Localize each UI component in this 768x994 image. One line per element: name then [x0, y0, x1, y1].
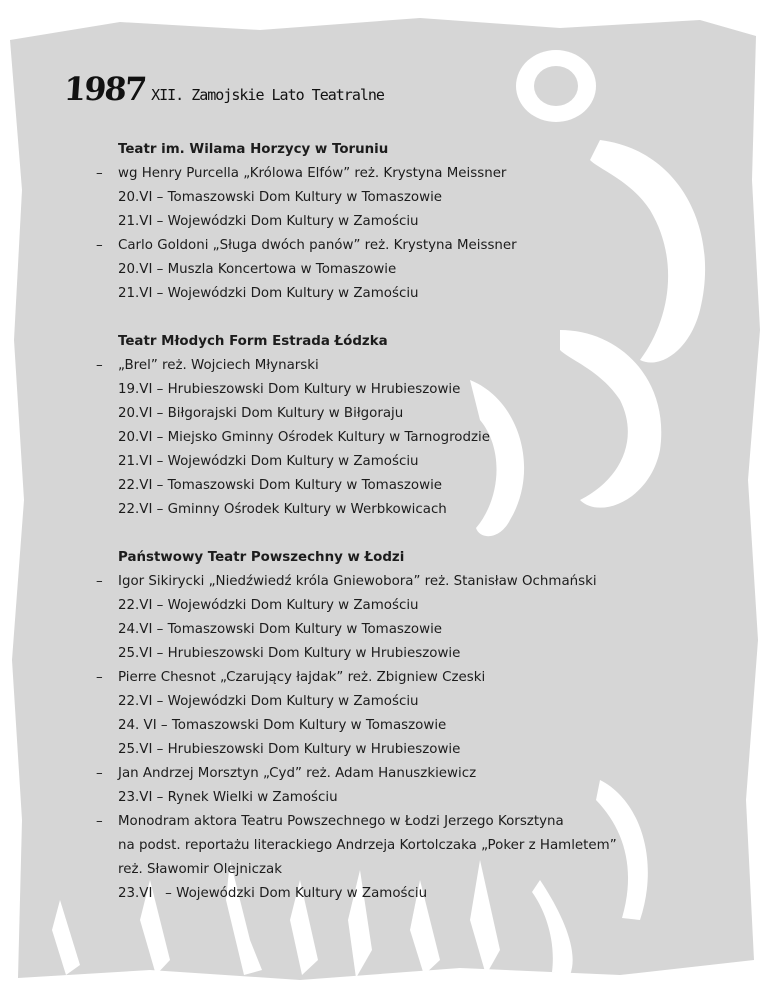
performance-date: 21.VI – Wojewódzki Dom Kultury w Zamościu — [118, 286, 419, 301]
section-theatre-title: Państwowy Teatr Powszechny w Łodzi — [118, 550, 405, 565]
performance-title: Monodram aktora Teatru Powszechnego w Łodzi Jerzego Korsztyna — [118, 814, 564, 829]
bullet-dash: – — [96, 166, 103, 181]
performance-date: 20.VI – Tomaszowski Dom Kultury w Tomaszowie — [118, 190, 443, 205]
performance-date: 22.VI – Wojewódzki Dom Kultury w Zamościu — [118, 598, 419, 613]
performance-date: 22.VI – Wojewódzki Dom Kultury w Zamościu — [118, 694, 419, 709]
bullet-dash: – — [96, 814, 103, 829]
performance-title: Igor Sikirycki „Niedźwiedź króla Gniewobora” reż. Stanisław Ochmański — [118, 574, 597, 589]
section-theatre-title: Teatr im. Wilama Horzycy w Toruniu — [118, 142, 389, 157]
performance-date: 24.VI – Tomaszowski Dom Kultury w Tomaszowie — [118, 622, 443, 637]
bullet-dash: – — [96, 358, 103, 373]
performance-date: 21.VI – Wojewódzki Dom Kultury w Zamościu — [118, 214, 419, 229]
performance-date: 22.VI – Tomaszowski Dom Kultury w Tomaszowie — [118, 478, 443, 493]
bullet-dash: – — [96, 670, 103, 685]
performance-date: 21.VI – Wojewódzki Dom Kultury w Zamościu — [118, 454, 419, 469]
year-label: 1987 — [62, 70, 147, 108]
bullet-dash: – — [96, 238, 103, 253]
page-header — [64, 70, 384, 108]
performance-date: 20.VI – Muszla Koncertowa w Tomaszowie — [118, 262, 397, 277]
bullet-dash: – — [96, 766, 103, 781]
performance-date: 25.VI – Hrubieszowski Dom Kultury w Hrubieszowie — [118, 646, 461, 661]
performance-date: 20.VI – Miejsko Gminny Ośrodek Kultury w Tarnogrodzie — [118, 430, 490, 445]
performance-title: Carlo Goldoni „Sługa dwóch panów” reż. Krystyna Meissner — [118, 238, 517, 253]
performance-title-continued: na podst. reportażu literackiego Andrzeja Kortolczaka „Poker z Hamletem” — [118, 838, 617, 853]
bullet-dash: – — [96, 574, 103, 589]
performance-title: Pierre Chesnot „Czarujący łajdak” reż. Zbigniew Czeski — [118, 670, 486, 685]
performance-date: 25.VI – Hrubieszowski Dom Kultury w Hrubieszowie — [118, 742, 461, 757]
performance-title-continued: reż. Sławomir Olejniczak — [118, 862, 282, 877]
performance-date: 24. VI – Tomaszowski Dom Kultury w Tomaszowie — [118, 718, 447, 733]
section-theatre-title: Teatr Młodych Form Estrada Łódzka — [118, 334, 388, 349]
performance-date: 22.VI – Gminny Ośrodek Kultury w Werbkowicach — [118, 502, 447, 517]
performance-title: wg Henry Purcella „Królowa Elfów” reż. Krystyna Meissner — [118, 166, 507, 181]
performance-date: 19.VI – Hrubieszowski Dom Kultury w Hrubieszowie — [118, 382, 461, 397]
performance-date: 23.VI – Wojewódzki Dom Kultury w Zamościu — [118, 886, 428, 901]
performance-title: „Brel” reż. Wojciech Młynarski — [118, 358, 319, 373]
performance-date: 20.VI – Biłgorajski Dom Kultury w Biłgoraju — [118, 406, 404, 421]
performance-title: Jan Andrzej Morsztyn „Cyd” reż. Adam Hanuszkiewicz — [118, 766, 477, 781]
festival-title: XII. Zamojskie Lato Teatralne — [151, 86, 384, 104]
performance-date: 23.VI – Rynek Wielki w Zamościu — [118, 790, 338, 805]
